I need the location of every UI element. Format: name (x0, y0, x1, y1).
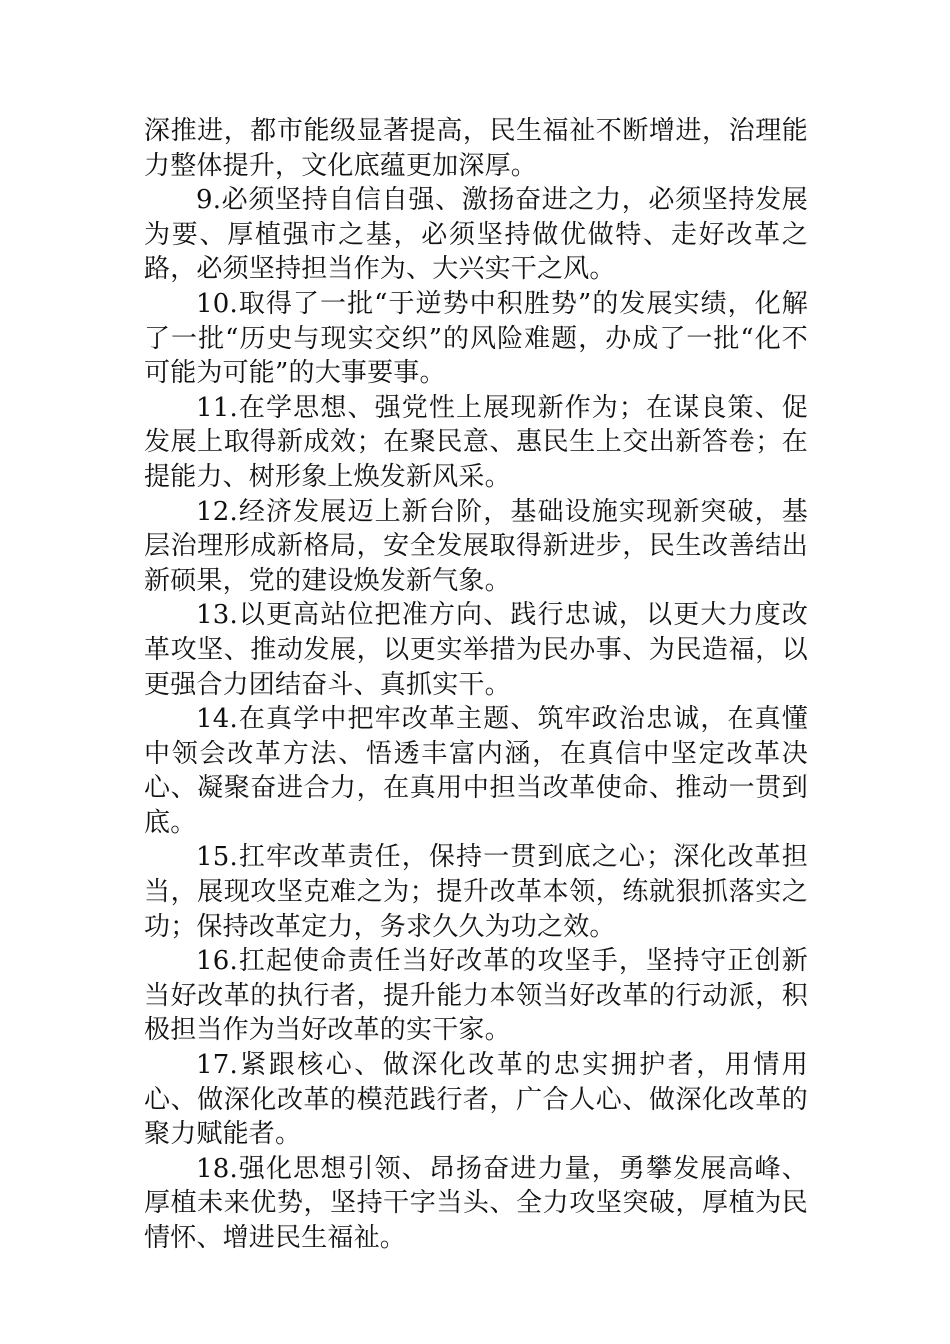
paragraph-item-10: 10.取得了一批“于逆势中积胜势”的发展实绩，化解了一批“历史与现实交织”的风险难题，办成了一批“化不可能为可能”的大事要事。 (144, 288, 808, 389)
paragraph-item-16: 16.扛起使命责任当好改革的攻坚手，坚持守正创新当好改革的执行者，提升能力本领当好改革的行动派，积极担当作为当好改革的实干家。 (144, 946, 808, 1046)
paragraph-item-9: 9.必须坚持自信自强、激扬奋进之力，必须坚持发展为要、厚植强市之基，必须坚持做优做特、走好改革之路，必须坚持担当作为、大兴实干之风。 (144, 185, 808, 285)
paragraph-item-11: 11.在学思想、强党性上展现新作为；在谋良策、促发展上取得新成效；在聚民意、惠民生上交出新答卷；在提能力、树形象上焕发新风采。 (144, 392, 808, 492)
paragraph-item-13: 13.以更高站位把准方向、践行忠诚，以更大力度改革攻坚、推动发展，以更实举措为民办事、为民造福，以更强合力团结奋斗、真抓实干。 (144, 600, 808, 700)
paragraph-item-12: 12.经济发展迈上新台阶，基础设施实现新突破，基层治理形成新格局，安全发展取得新进步，民生改善结出新硕果，党的建设焕发新气象。 (144, 496, 808, 596)
paragraph-continuation: 深推进，都市能级显著提高，民生福祉不断增进，治理能力整体提升，文化底蕴更加深厚。 (144, 116, 808, 181)
paragraph-item-14: 14.在真学中把牢改革主题、筑牢政治忠诚，在真懂中领会改革方法、悟透丰富内涵，在真信中坚定改革决心、凝聚奋进合力，在真用中担当改革使命、推动一贯到底。 (144, 704, 808, 838)
paragraph-item-15: 15.扛牢改革责任，保持一贯到底之心；深化改革担当，展现攻坚克难之为；提升改革本领，练就狠抓落实之功；保持改革定力，务求久久为功之效。 (144, 842, 808, 942)
document-page (144, 114, 808, 1256)
paragraph-item-17: 17.紧跟核心、做深化改革的忠实拥护者，用情用心、做深化改革的模范践行者，广合人心、做深化改革的聚力赋能者。 (144, 1050, 808, 1150)
paragraph-item-18: 18.强化思想引领、昂扬奋进力量，勇攀发展高峰、厚植未来优势，坚持干字当头、全力攻坚突破，厚植为民情怀、增进民生福祉。 (144, 1153, 808, 1253)
